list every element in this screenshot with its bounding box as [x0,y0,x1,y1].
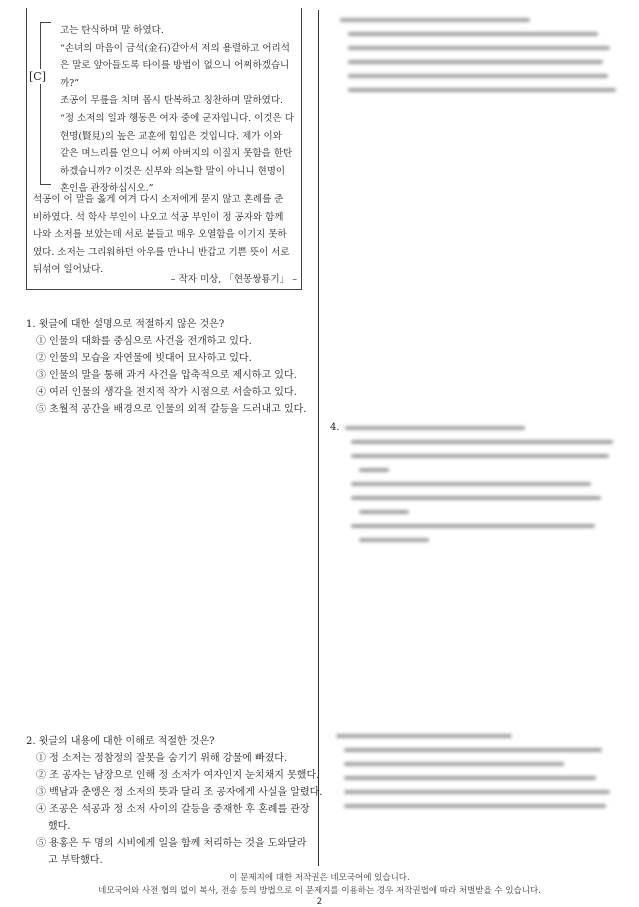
question-2 [26,733,322,869]
question-stem: 1. 윗글에 대한 설명으로 적절하지 않은 것은? [26,319,225,330]
passage-source: – 작자 미상, 「현몽쌍룡기」 – [170,274,297,285]
question-stem: 2. 윗글의 내용에 대한 이해로 적절한 것은? [26,736,215,747]
answer-option-continued: 했다. [48,821,71,832]
passage-line: “정 소저의 일과 행동은 여자 중에 군자입니다. 이것은 다 [60,112,294,124]
answer-option-continued: 고 부탁했다. [48,855,103,866]
blurred-question-5 [336,734,612,818]
passage-main-text [33,191,290,279]
answer-option[interactable]: ① 인물의 대화를 중심으로 사건을 전개하고 있다. [36,336,252,347]
passage-line: 뒤섞여 일어났다. [33,264,104,276]
passage-line: 하겠습니까? 이것은 신부와 의논할 말이 아니니 현명이 [60,165,286,177]
passage-line: 나와 소저를 보았는데 서로 붙들고 매우 오열함을 이기지 못하 [33,229,287,241]
passage-line: 현명(賢見)의 높은 교훈에 힘입은 것입니다. 제가 이와 [60,130,282,142]
page-number: 2 [316,897,323,907]
answer-option[interactable]: ④ 조공은 석공과 정 소저 사이의 갈등을 중재한 후 혼례를 관장 [36,804,310,815]
answer-option[interactable]: ② 조 공자는 남장으로 인해 정 소저가 여자인지 눈치채지 못했다. [36,770,320,781]
copyright-warning: 네모국어와 사전 협의 없이 복사, 전송 등의 방법으로 이 문제지를 이용하는 경우 저작권법에 따라 처벌받을 수 있습니다. [98,886,541,896]
answer-option[interactable]: ③ 인물의 말을 통해 과거 사건을 압축적으로 제시하고 있다. [36,370,297,381]
passage-line: 였다. 소저는 그리워하던 아우를 만나니 반갑고 기쁜 뜻이 서로 [33,246,290,258]
answer-option[interactable]: ⑤ 용홍은 두 명의 시비에게 일을 함께 처리하는 것을 도와달라 [36,838,307,849]
question-1 [26,316,306,418]
passage-line: 까?” [60,77,80,89]
answer-option[interactable]: ③ 백남과 춘앵은 정 소저의 뜻과 달리 조 공자에게 사실을 알렸다. [36,787,323,798]
answer-option[interactable]: ④ 여러 인물의 생각을 전지적 작가 시점으로 서술하고 있다. [36,387,297,398]
passage-line: 은 말로 앞아들도록 타이를 방법이 없으니 어찌하겠습니 [60,60,290,72]
passage-line: 고는 탄식하며 말 하였다. [60,25,164,36]
passage-line: 혼인을 관장하십시오.” [60,183,154,195]
passage-line: 조공이 무릎을 치며 몹시 탄복하고 칭찬하며 말하였다. [60,95,284,107]
answer-option[interactable]: ② 인물의 모습을 자연물에 빗대어 묘사하고 있다. [36,353,252,364]
answer-option[interactable]: ⑤ 초월적 공간을 배경으로 인물의 외적 갈등을 드러내고 있다. [36,404,307,415]
blurred-question-4 [345,426,613,552]
passage-line: 비하였다. 석 학사 부인이 나오고 석공 부인이 정 공자와 함께 [33,211,284,223]
blurred-question-3 [340,18,612,102]
passage-line: 같은 며느리를 얻으니 어찌 아버지의 이질지 못함을 한탄 [60,148,293,160]
bracket-c-label: [C] [29,70,46,83]
answer-option[interactable]: ① 정 소저는 정참정의 잘못을 숨기기 위해 강물에 빠졌다. [36,753,288,764]
question-4-number: 4. [330,422,340,433]
passage-bracketed-text [60,22,294,198]
copyright-notice: 이 문제지에 대한 저작권은 네모국어에 있습니다. [229,873,410,883]
passage-line: “손녀의 마음이 금석(金石)같아서 저의 용렬하고 어리석 [60,42,290,54]
passage-line: 석공이 이 말을 옳게 여겨 다시 소저에게 묻지 않고 혼례를 준 [33,194,284,205]
bracket-c-marker [40,22,51,185]
